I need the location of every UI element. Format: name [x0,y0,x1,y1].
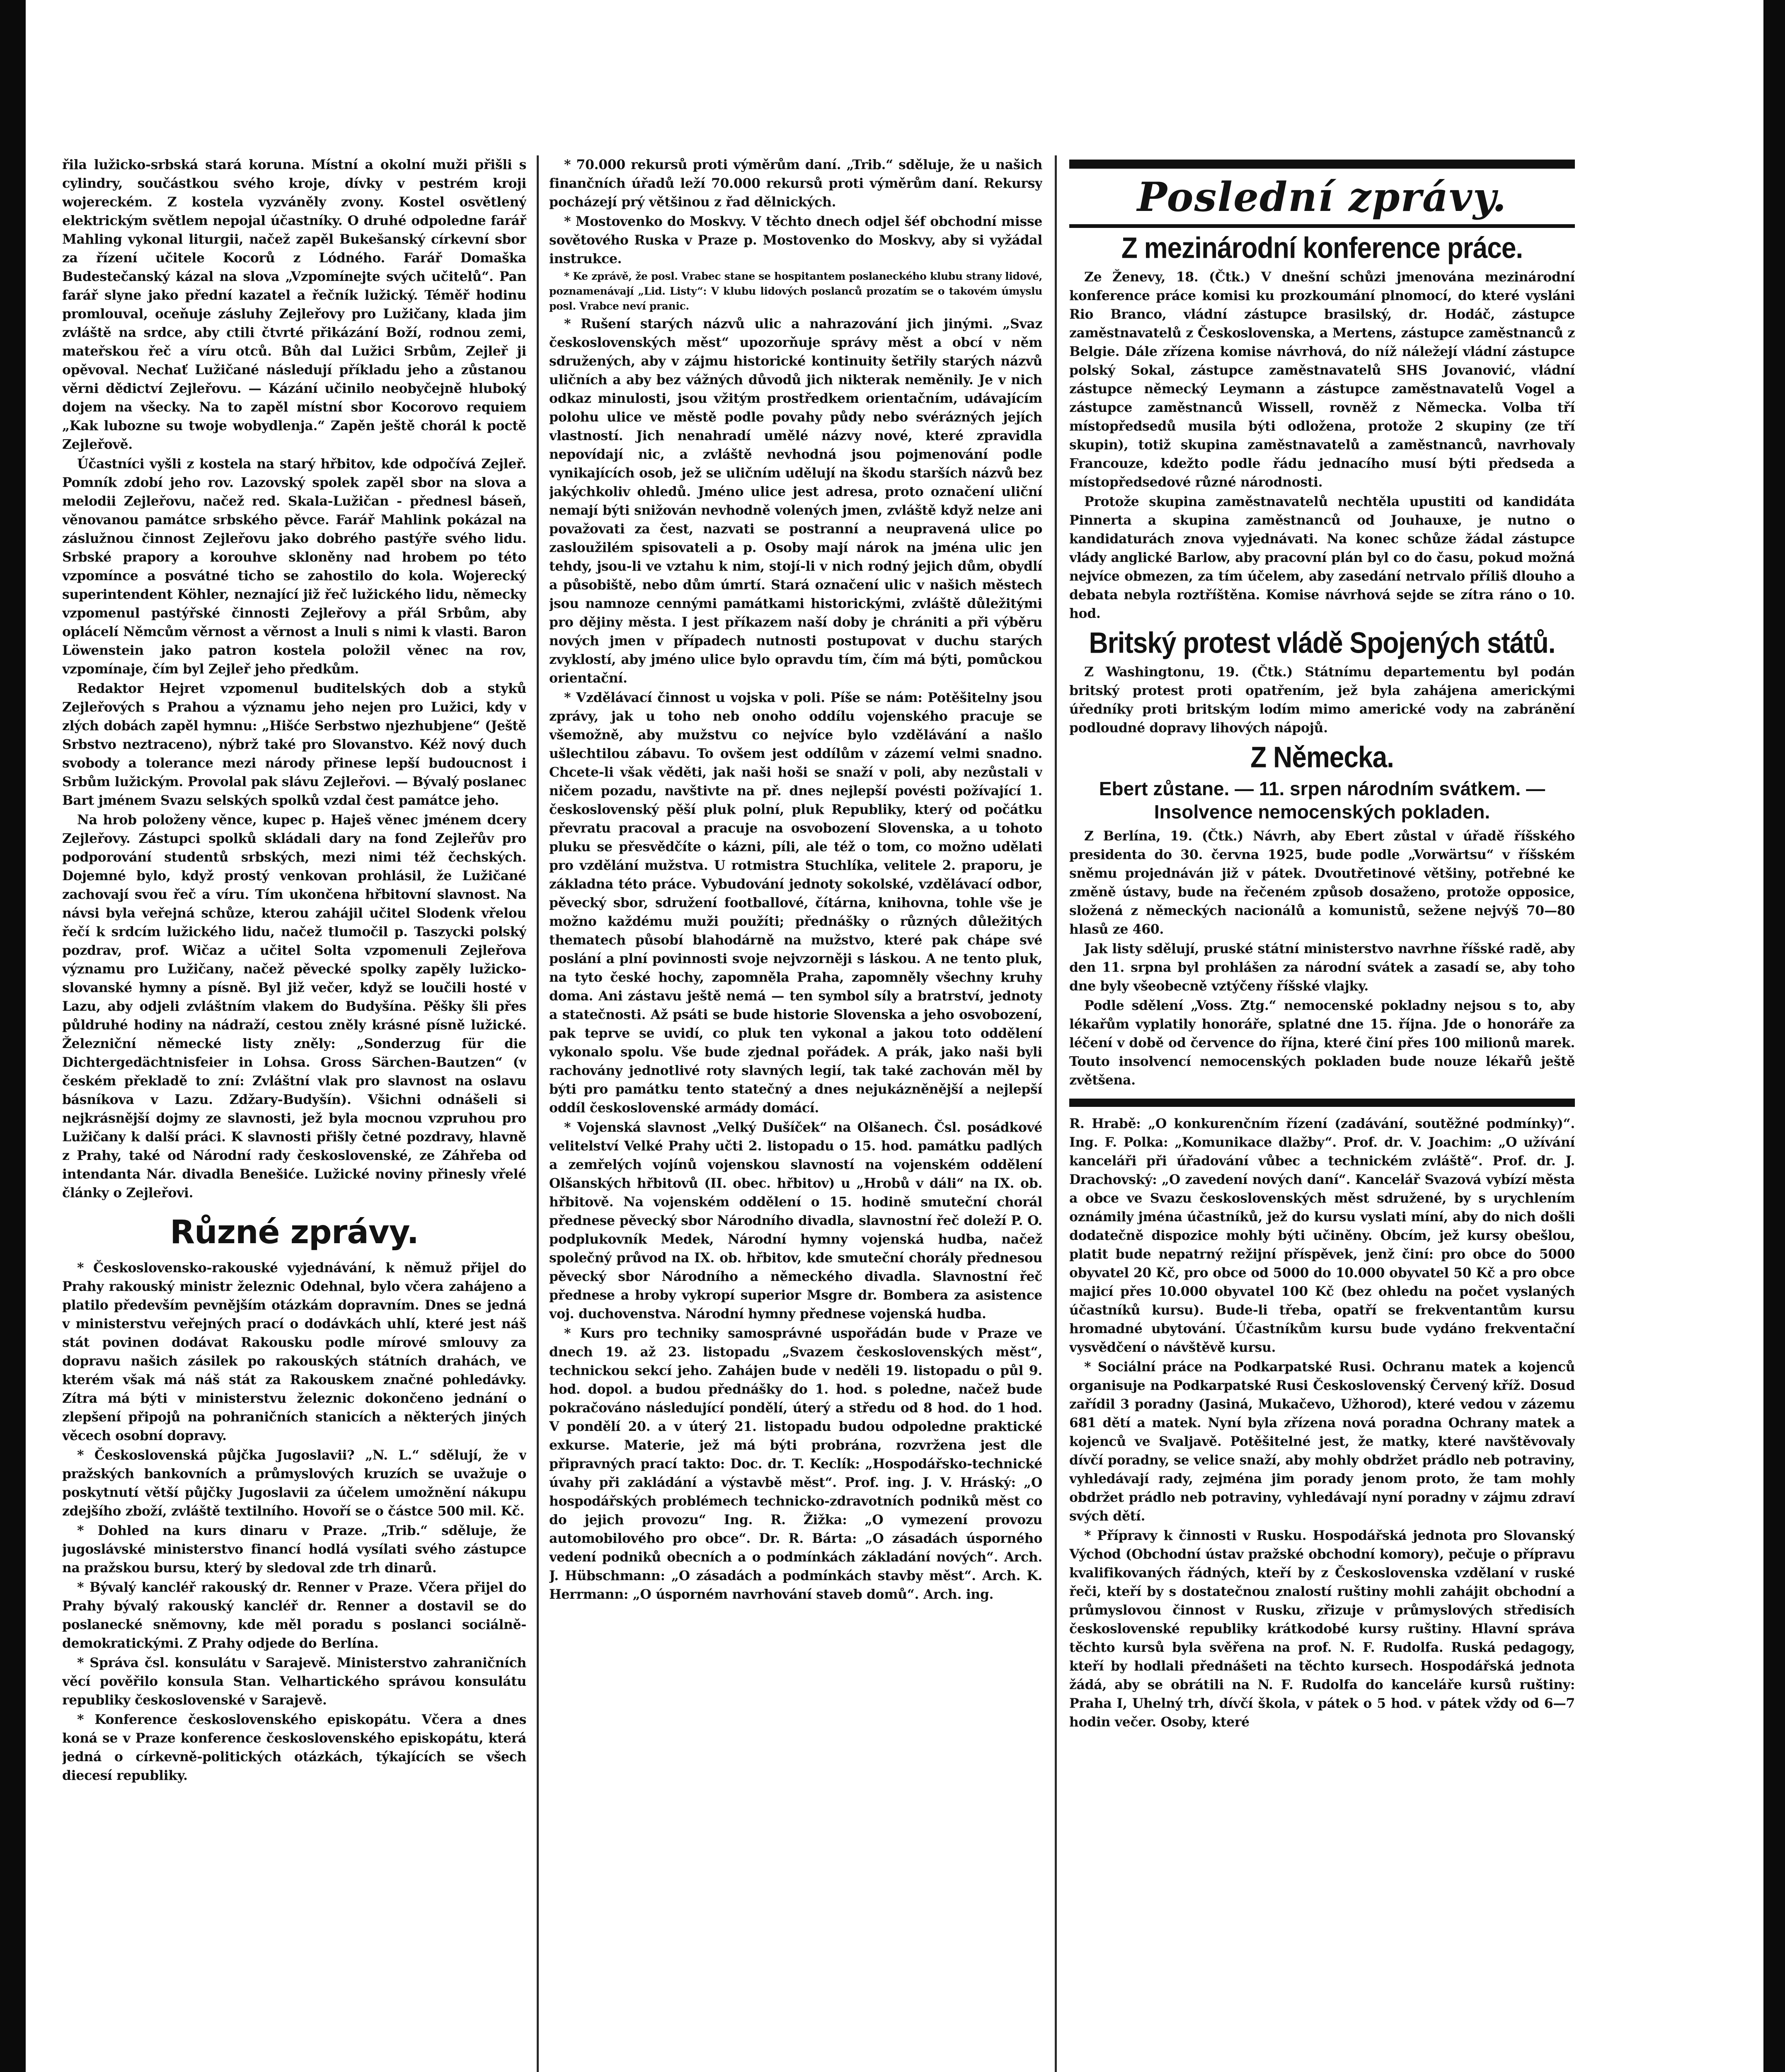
news-item: * Kurs pro techniky samosprávné uspořádán bude v Praze ve dnech 19. až 23. listopadu „Svazem československých měst“, technickou sekcí jeho. Zahájen bude v neděli 19. listopadu o půl 9. hod. dopol. a budou přednášky do 1. hod. s poledne, načež bude pokračováno následující pondělí, úterý a středu od 8 hod. do 1 hod. V pondělí 20. a v úterý 21. listopadu budou odpoledne praktické exkurse. Materie, jež má býti probrána, rozvržena jest dle připravných prací takto: Doc. dr. T. Keclík: „Hospodářsko-technické úvahy při zakládání a výstavbě měst“. Prof. ing. J. V. Hráský: „O hospodářských problémech technicko-zdravotních podniků měst co do jejich provozu“ Ing. R. Žižka: „O vymezení provozu automobilového pro obce“. Dr. R. Bárta: „O zásadách úsporného vedení podniků obecních a o podmínkách základání nových“. Arch. J. Hübschmann: „O zásadách a podmínkách stavby měst“. Arch. K. Herrmann: „O úsporném navrhování staveb domů“. Arch. ing. [549,1326,1042,1602]
column-divider-2 [1055,155,1057,2072]
article-paragraph: Redaktor Hejret vzpomenul buditelských dob a styků Zejleřových s Prahou a významu jeho nejen pro Lužici, kdy v zlých dobách zapěl hymnu: „Hišće Serbstwo njezhubjene“ (Ještě Srbstvo neztraceno), nýbrž také pro Slovanstvo. Kéž nový duch svobody a tolerance mezi národy přinese lepší budoucnost i Srbům lužickým. Provolal pak slávu Zejleřovi. — Bývalý poslanec Bart jménem Svazu selských spolků vzdal čest památce jeho. [62,681,526,808]
news-item: * Vojenská slavnost „Velký Dušíček“ na Olšanech. Čsl. posádkové velitelství Velké Prahy učti 2. listopadu o 15. hod. památku padlých a zemřelých vojínů vojenskou slavností na vojenském oddělení Olšanských hřbitovů (II. obec. hřbitov) u „Hrobů v dáli“ na IX. ob. hřbitově. Na vojenském oddělení o 15. hodině smuteční chorál přednese pěvecký sbor Národního divadla, slavnostní řeč doleží P. O. podplukovník Medek, Národní hymny vojenská hudba, načež společný průvod na IX. ob. hřbitov, kde smuteční chorály přednesou pěvecký sbor Národního a německého divadla. Slavnostní řeč přednese a hroby vykropí superior Msgre dr. Bombera za asistence voj. duchovenstva. Národní hymny přednese vojenská hudba. [549,1120,1042,1322]
news-item: * Rušení starých názvů ulic a nahrazování jich jinými. „Svaz československých měst“ upozorňuje správy měst a obcí v něm sdružených, aby v zájmu historické kontinuity šetřily starých názvů uličních a aby bez vážných důvodů jich nikterak neměnily. Je v nich odkaz minulosti, jsou vžitým prostředkem orientačním, udávajícím polohu ulice ve městě podle povahy půdy nebo svérázných jejích vlastností. Jich nenahradí umělé názvy nové, které zpravidla nepovídají nic, a zvláště nevhodná jsou pojmenování podle vynikajících osob, jež se uličním udělují na škodu starších názvů bez jakýchkoliv ohledů. Jméno ulice jest adresa, proto označení uliční nemají býti snižován nevhodně volených jmen, zvláště když nelze ani považovati za čest, nazvati se postranní a neupravená ulice po zasloužilém spisovateli a p. Osoby mají nárok na jména ulic jen tehdy, jsou-li ve vztahu k nim, stojí-li v nich rodný jejich dům, obydlí a působiště, nebo dům úmrtí. Stará označení ulic v našich městech jsou namnoze cennými památkami historickými, zvláště důležitými pro dějiny města. I jest příkazem naší doby je chrániti a při výběru nových jmen v případech nutnosti postupovat v duchu starých zvyklostí, aby jméno ulice bylo opravdu tím, čím má býti, pomůckou orientační. [549,316,1042,686]
news-item: Protože skupina zaměstnavatelů nechtěla upustiti od kandidáta Pinnerta a skupina zaměstnanců od Jouhauxe, je nutno o kandidaturách znova vyjednávati. Na konec schůze žádal zástupce vlády anglické Barlow, aby pracovní plán byl co do času, pokud možná nejvíce obmezen, za tím účelem, aby zasedání netrvalo příliš dlouho a debata nebyla roztříštěna. Komise návrhová sejde se zítra ráno o 10. hod. [1069,494,1575,621]
article-paragraph: řila lužicko-srbská stará koruna. Místní a okolní muži přišli s cylindry, součástkou svého kroje, dívky v pestrém kroji wojereckém. Z kostela vyzváněly zvony. Kostel osvětlený elektrickým světlem nepojal účastníky. O druhé odpoledne farář Mahling vykonal liturgii, načež zapěl Bukešanský církevní sbor za řízení učitele Kocorů z Lódného. Farář Domaška Budestečanský kázal na slova „Vzpomínejte svých učitelů“. Pan farář slyne jako přední kazatel a řečník lužický. Téměř hodinu promlouval, oceňuje zásluhy Zejleřovy pro Lužičany, klada jim zvláště na srdce, aby ctili čtvrté přikázání Boží, rodnou zemi, mateřskou řeč a víru otců. Bůh dal Lužici Srbům, Zejleř ji opěvoval. Nechať Lužičané následují příkladu jeho a zůstanou věrni dědictví Zejleřovu. — Kázání učinilo neobyčejně hluboký dojem na všecky. Na to zapěl místní sbor Kocorovo requiem „Kak lubozne su twoje wobydlenja.“ Zapěn ještě chorál k poctě Zejleřově. [62,157,526,452]
news-item: * Dohled na kurs dinaru v Praze. „Trib.“ sděluje, že jugoslávské ministerstvo financí hodlá vysílati svého zástupce na pražskou bursu, který by sledoval zde trh dinarů. [62,1523,526,1576]
subheading-labour-conference: Z mezinárodní konference práce. [1121,231,1523,265]
news-item: * Přípravy k činnosti v Rusku. Hospodářská jednota pro Slovanský Východ (Obchodní ústav pražské obchodní komory), pečuje o přípravu kvalifikovaných řádných, kteří by z Československa vzdělaní v ruské řeči, kteří by s dostatečnou znalostí ruštiny mohli zahájit obchodní a průmyslovou činnost v Rusku, zřizuje v průmyslových středisích československé republiky krátkodobé kursy ruštiny. Hlavní správa těchto kursů byla svěřena na prof. N. F. Rudolfa. Ruská pedagogy, kteří by hodlali přednášeti na těchto kursech. Hospodářská jednota žádá, aby se obrátili na N. F. Rudolfa do kanceláře kursů ruštiny: Praha I, Uhelný trh, dívčí škola, v pátek o 5 hod. v pátek vždy od 6—7 hodin večer. Osoby, které [1069,1528,1575,1730]
news-item: * Konference československého episkopátu. Včera a dnes koná se v Praze konference československého episkopátu, která jedná o církevně-politických otázkách, týkajících se všech diecesí republiky. [62,1712,526,1783]
news-item: Podle sdělení „Voss. Ztg.“ nemocenské pokladny nejsou s to, aby lékařům vyplatily honoráře, splatné dne 15. října. Jde o honoráře za léčení v době od července do října, které činí přes 100 milionů marek. Touto insolvencí nemocenských pokladen bude nouze lékařů ještě zvětšena. [1069,998,1575,1088]
latest-news-heading: Poslední zprávy. [1069,160,1575,220]
article-paragraph: Účastníci vyšli z kostela na starý hřbitov, kde odpočívá Zejleř. Pomník zdobí jeho rov. Lazovský spolek zapěl sbor na slova a melodii Zejleřovu, načež red. Skala-Lužičan - přednesl báseň, věnovanou památce srbského pěvce. Farář Mahlink pokázal na záslužnou činnost Zejleřovu jako dobrého pastýře svého lidu. Srbské prapory a korouhve skloněny nad hrobem po této vzpomínce a posvátné ticho se zahostilo do kola. Wojerecký superintendent Köhler, neznající již řeč lužického lidu, německy vzpomenul pastýřské činnosti Zejleřovy a přál Srbům, aby oplácelí Němcům věrnost a věrnost a lnuli s nimi k vlasti. Baron Löwenstein jako patron kostela položil věnec na rov, vzpomínaje, čím byl Zejleř jeho předkům. [62,456,526,677]
section-heading-ruzne-zpravy: Různé zprávy. [170,1214,419,1251]
heading-rule [1069,224,1575,228]
news-item-small: * Ke zprávě, že posl. Vrabec stane se hospitantem poslaneckého klubu strany lidové, poznamenávají „Lid. Listy“: V klubu lidových poslanců prozatím se o takovém úmyslu posl. Vrabce neví pranic. [549,270,1042,312]
news-item: Z Washingtonu, 19. (Čtk.) Státnímu departementu byl podán britský protest proti opatřením, jež byla zahájena americkými úředníky proti britským lodím mimo americké vody na zabránění podloudné dopravy lihových nápojů. [1069,664,1575,736]
news-item-continued: R. Hrabě: „O konkurenčním řízení (zadávání, soutěžné podmínky)“. Ing. F. Polka: „Komunikace dlažby“. Prof. dr. V. Joachim: „O užívání kanceláři při úřadování vůbec a technickém zvláště“. Prof. dr. J. Drachovský: „O zavedení nových daní“. Kancelář Svazová vybízí města a obce ve Svazu československých měst sdružené, by s urychlením oznámily jména účastníků, jež do kursu vyslati míní, aby do nich došli dodatečně dispozice mohly býti učiněny. Obcím, jež kursy obešlou, platit bude nepatrný režijní příspěvek, jenž činí: pro obce do 5000 obyvatel 20 Kč, pro obce od 5000 do 10.000 obyvatel 50 Kč a pro obce majicí přes 10.000 obyvatel 100 Kč (bez ohledu na počet vyslaných účastníků kursu). Bude-li třeba, opatří se frekventantům kursu hromadné ubytování. Účastníkům kursu bude vydáno frekventační vysvědčení o návštěvě kursu. [1069,1116,1575,1355]
news-item: * Bývalý kancléř rakouský dr. Renner v Praze. Včera přijel do Prahy bývalý rakouský kancléř dr. Renner a dostavil se do poslanecké sněmovny, kde měl poradu s poslanci sociálně-demokratickými. Z Prahy odjede do Berlína. [62,1580,526,1651]
news-item: * Mostovenko do Moskvy. V těchto dnech odjel šéf obchodní misse sovětového Ruska v Praze p. Mostovenko do Moskvy, aby si vyžádal instrukce. [549,214,1042,266]
news-item: * Sociální práce na Podkarpatské Rusi. Ochranu matek a kojenců organisuje na Podkarpatské Rusi Československý Červený kříž. Dosud zařídil 3 poradny (Jasiná, Mukačevo, Užhorod), které vedou v zázemu 681 dětí a matek. Nyní byla zřízena nová poradna Ochrany matek a kojenců ve Svaljavě. Potěšitelné jest, že matky, které navštěvovaly dívčí poradny, se velice snaží, aby mohly obdržet prádlo neb potraviny, vyhledávají rady, zejména jim porady jenom proto, že tam mohly obdržet prádlo neb potraviny, vyhledávají nyní poradny v zájmu zdraví svých dětí. [1069,1359,1575,1524]
column-right [1069,155,1575,2072]
news-item: * Československá půjčka Jugoslavii? „N. L.“ sdělují, že v pražských bankovních a průmyslových kruzích se uvažuje o poskytnutí větší půjčky Jugoslavii za účelem umožnění nákupu zdejšího zboží, zvláště textilního. Hovoří se o částce 500 mil. Kč. [62,1447,526,1519]
column-middle [549,155,1042,2072]
news-item: * Správa čsl. konsulátu v Sarajevě. Ministerstvo zahraničních věcí pověřilo konsula Stan. Velhartického správou konsulátu republiky československé v Sarajevě. [62,1655,526,1708]
news-item: Z Berlína, 19. (Čtk.) Návrh, aby Ebert zůstal v úřadě říšského presidenta do 30. června 1925, bude podle „Vorwärtsu“ v říšském sněmu projednáván již v pátek. Dvoutřetinové většiny, potřebné ke změně ústavy, bude na řečeném způsob dosaženo, protože opposice, složená z německých nacionálů a komunistů, sežene nejvýš 70—80 hlasů ze 460. [1069,828,1575,937]
news-item: * Vzdělávací činnost u vojska v poli. Píše se nám: Potěšitelny jsou zprávy, jak u toho neb onoho oddílu vojenského pracuje se všemožně, aby mužstvu co nejvíce bylo vzdělávání a našlo ušlechtilou zábavu. To ovšem jest oddílům v zázemí velmi snadno. Chcete-li však věděti, jak naši hoši se snaží v poli, aby nezůstali v ničem pozadu, navštivte na př. dnes nejlepší povésti požívající 1. československý pěší pluk polní, pluk Republiky, který od počátku převratu pracoval a pracuje na osvobození Slovenska, a u tohoto pluku se přesvědčíte o kázni, píli, ale též o tom, co možno udělati pro vzdělání mužstva. U rotmistra Stuchlíka, velitele 2. praporu, je základna této práce. Vybudování jednoty sokolské, vzdělávací odbor, pěvecký sbor, sdružení footballové, čítárna, knihovna, tohle vše je možno každému muži použíti; přednášky o různých důležitých thematech působí blahodárně na mužstvo, které pak chápe své poslání a plní povinnosti svoje nejvzorněji s láskou. A ne tento pluk, na tyto české hochy, zapomněla Praha, zapomněly všechny kruhy doma. Ani zástavu ještě nemá — ten symbol síly a bratrství, jednoty a statečnosti. Až psáti se bude historie Slovenska a jeho osvobození, pak teprve se uvidí, co pluk ten vykonal a jakou toto oddělení vykonalo spolu. Vše bude zjednal pořádek. A prák, jako naši byli rachovány jednotlivé roty slavných legií, tak také zachován měl by býti pro památku tento statečný a dnes nejukázněnější a nejlepší oddíl československé armády domácí. [549,690,1042,1116]
subheading-germany-topics: Ebert zůstane. — 11. srpen národním svátkem. — Insolvence nemocenských pokladen. [1099,778,1545,823]
scan-left-edge [0,0,26,2072]
news-item: * Československo-rakouské vyjednávání, k němuž přijel do Prahy rakouský ministr železnic Odehnal, bylo včera zahájeno a platilo především pevnějším otázkám dopravním. Dnes se jedná v ministerstvu veřejných prací o dodávkách uhlí, které jest náš stát povinen dodávat Rakousku podle mírové smlouvy za dopravu našich zásilek po rakouských státních drahách, ve kterém však má náš stát za Rakouskem značné pohledávky. Zítra má býti v ministerstvu železnic dokončeno jednání o zlepšení připojů na pohraničních stanicích a některých jiných věcech osobní dopravy. [62,1260,526,1443]
subheading-germany: Z Německa. [1250,740,1394,774]
column-divider-1 [537,155,539,2072]
section-separator-bar [1069,1099,1575,1107]
column-left [62,155,526,2072]
article-paragraph: Na hrob položeny věnce, kupec p. Haješ věnec jménem dcery Zejleřovy. Zástupci spolků skládali dary na fond Zejleřův pro podporování studentů srbských, mezi nimi též čechských. Dojemné bylo, když prostý venkovan prohlásil, že Lužičané zachovají svou řeč a víru. Tím ukončena hřbitovní slavnost. Na návsi byla veřejná schůze, kterou zahájil učitel Slodenk vřelou řečí k srdcím lužického lidu, načež tlumočil p. Taszycki polský pozdrav, prof. Wičaz a učitel Solta vzpomenuli Zejleřova významu pro Lužičany, načež pěvecké spolky zapěly lužicko-slovanské hymny a písně. Byl již večer, když se loučili hosté v Lazu, aby odjeli zvláštním vlakem do Budyšína. Pěšky šli přes půldruhé hodiny na nádraží, cestou zněly krásné písně lužické. Železniční německé listy zněly: „Sonderzug für die Dichtergedächtnisfeier in Lohsa. Gross Särchen-Bautzen“ (v českém překladě to zní: Zvláštní vlak pro slavnost na oslavu básníkova v Lazu. Zdžary-Budyšín). Všichni odnášeli si nejkrásnější dojmy ze slavnosti, jež byla mocnou vzpruhou pro Lužičany k další práci. K slavnosti přišly četné pozdravy, hlavně z Prahy, také od Národní rady československé, ze Záhřeba od intendanta Nár. divadla Benešiće. Lužické noviny přinesly vřelé články o Zejleřovi. [62,812,526,1201]
scan-right-edge [1763,0,1785,2072]
news-item: Ze Ženevy, 18. (Čtk.) V dnešní schůzi jmenována mezinárodní konference práce komisi ku prozkoumání plnomocí, do které vysláni Rio Branco, vládní zástupce brasilský, dr. Hodáč, zástupce zaměstnavatelů z Československa, a Mertens, zástupce zaměstnanců z Belgie. Dále zřízena komise návrhová, do níž náležejí vládní zástupce polský Sokal, zástupce zaměstnavatelů SHS Jovanović, vládní zástupce německý Leymann a zástupce zaměstnavatelů Vogel a zástupce zaměstnanců Wissell, rovněž z Německa. Volba tří místopředsedů musila býti odložena, protože 2 skupiny (ze tří skupin), totiž skupina zaměstnavatelů a zaměstnanců, navrhovaly Francouze, kdežto podle řádu jednacího musí býti předseda a místopředsedové různé národnosti. [1069,269,1575,490]
news-item: Jak listy sdělují, pruské státní ministerstvo navrhne říšské radě, aby den 11. srpna byl prohlášen za národní svátek a zasadí se, aby toho dne byly všeobecně vztýčeny říšské vlajky. [1069,941,1575,994]
news-item: * 70.000 rekursů proti výměrům daní. „Trib.“ sděluje, že u našich finančních úřadů leží 70.000 rekursů proti výměrům daní. Rekursy pocházejí prý většinou z řad dělnických. [549,157,1042,210]
subheading-british-protest: Britský protest vládě Spojených států. [1089,626,1555,660]
